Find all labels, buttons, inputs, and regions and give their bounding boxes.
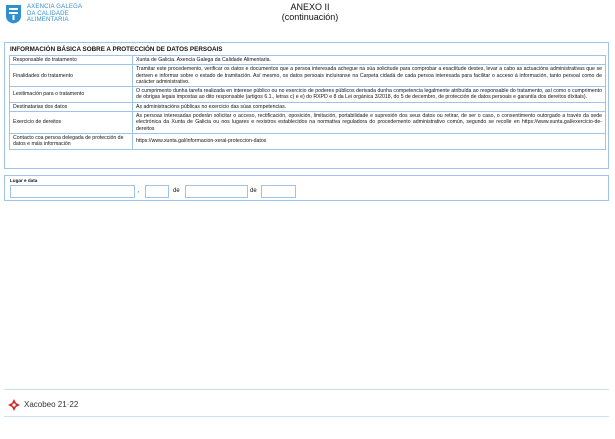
table-row (10, 87, 606, 103)
row-value: As persoas interesadas poderán solicitar o acceso, rectificación, oposición, limitación, portabilidade e supresión dos seus datos ou retirar, de ser o caso, o consentimento outorgado a través da sede electrónica da Xunta de Galicia ou nos lugares e rexistros establecidos na normativa reguladora do procedemento administrativo común, segundo se recolle en https://www.xunta.gal/exercicio-de-dereitos (133, 112, 606, 134)
row-value: https://www.xunta.gal/informacion-xeral-proteccion-datos (133, 133, 606, 149)
row-label: Destinatarias dos datos (10, 102, 133, 111)
comma-separator: , (138, 188, 140, 194)
table-row (10, 56, 606, 65)
de-separator-1: de (173, 188, 180, 194)
de-separator-2: de (250, 188, 257, 194)
data-protection-title: INFORMACIÓN BÁSICA SOBRE A PROTECCIÓN DE DATOS PERSOAIS (10, 46, 223, 53)
annex-heading (260, 2, 360, 22)
day-input[interactable] (145, 185, 169, 198)
row-label: Exercicio de dereitos (10, 112, 133, 134)
table-row (10, 102, 606, 111)
table-row (10, 65, 606, 87)
place-input[interactable] (10, 185, 135, 198)
annex-title: ANEXO II (290, 2, 330, 12)
xacobeo-logo-icon (7, 398, 21, 412)
table-row (10, 112, 606, 134)
month-input[interactable] (185, 185, 248, 198)
galicia-shield-icon (5, 4, 22, 24)
row-value: O cumprimento dunha tarefa realizada en interese público ou no exercicio de poderes públicos derivada dunha competencia legalmente atribuída ao responsable do tratamento, así como o cumprimento de obrigas legais impostas ao dito responsable (artigos 6.1., letras c) e e) do RXPD e 8 da Lei orgánica 3/2018, do 5 de decembro, de protección de datos persoais e garantía dos dereitos díxitais). (133, 87, 606, 103)
agency-logo (5, 3, 85, 25)
logo-line-3: ALIMENTARIA (27, 17, 69, 24)
place-date-label: Lugar e data (10, 178, 38, 183)
logo-line-2: DA CALIDADE (27, 10, 69, 17)
agency-logo-text (27, 4, 87, 24)
row-label: Lexitimación para o tratamento (10, 87, 133, 103)
row-label: Responsable do tratamento (10, 56, 133, 65)
xacobeo-brand-text: Xacobeo 21·22 (24, 400, 79, 409)
data-protection-panel (4, 42, 609, 169)
row-label: Contacto coa persoa delegada de protección de datos e máis información (10, 133, 133, 149)
year-input[interactable] (261, 185, 296, 198)
row-value: As administracións públicas no exercicio das súas competencias. (133, 102, 606, 111)
row-value: Tramitar este procedemento, verificar os datos e documentos que a persoa interesada achegue na súa solicitude para comprobar a exactitude destes, levar a cabo as actuacións administrativas que se deriven e informar sobre o estado de tramitación. Así mesmo, os datos persoais incluiranse na Carpeta cidadá de cada persoa interesada para facilitar o acceso á información, tanto persoal como de carácter administrativo. (133, 65, 606, 87)
logo-line-1: AXENCIA GALEGA (27, 4, 83, 10)
place-date-panel (4, 175, 609, 201)
annex-subtitle: (continuación) (281, 12, 339, 22)
table-row (10, 133, 606, 149)
data-protection-table (9, 55, 606, 150)
row-value: Xunta de Galicia. Axencia Galega da Calidade Alimentaria. (133, 56, 606, 65)
row-label: Finalidades do tratamento (10, 65, 133, 87)
footer (4, 389, 609, 417)
